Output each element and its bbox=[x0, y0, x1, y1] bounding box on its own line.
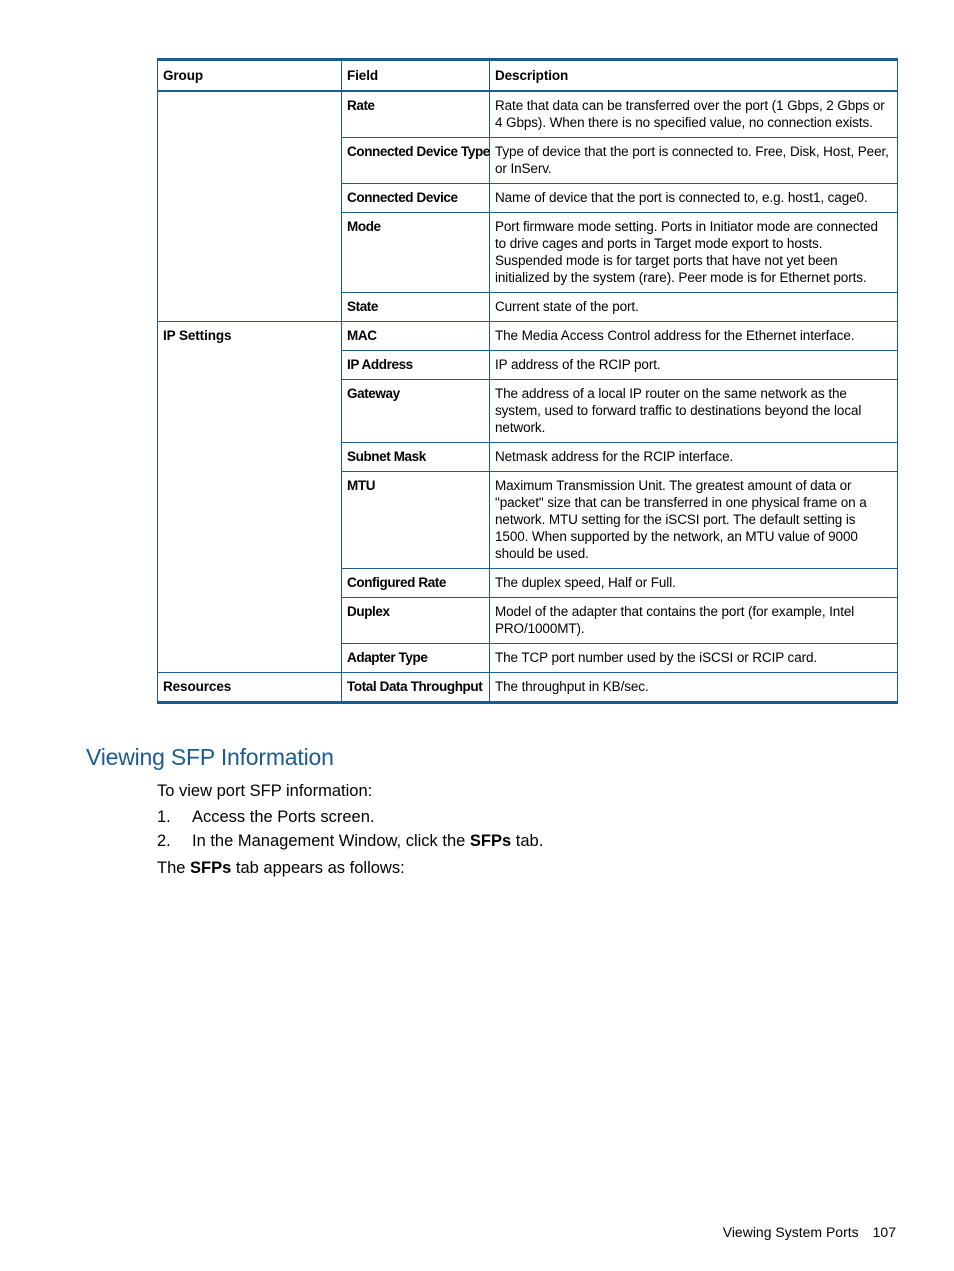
step-item bbox=[157, 807, 375, 827]
description-cell: The TCP port number used by the iSCSI or RCIP card. bbox=[490, 644, 898, 673]
field-cell: Total Data Throughput bbox=[342, 673, 490, 703]
step-item bbox=[157, 831, 543, 851]
step-number: 1. bbox=[157, 808, 171, 826]
field-cell: Subnet Mask bbox=[342, 443, 490, 472]
field-cell: Duplex bbox=[342, 598, 490, 644]
field-cell: Connected Device Type bbox=[342, 138, 490, 184]
section-heading: Viewing SFP Information bbox=[86, 744, 334, 770]
description-cell: Netmask address for the RCIP interface. bbox=[490, 443, 898, 472]
field-cell: IP Address bbox=[342, 351, 490, 380]
field-cell: Mode bbox=[342, 213, 490, 293]
field-cell: Connected Device bbox=[342, 184, 490, 213]
description-cell: Name of device that the port is connected to, e.g. host1, cage0. bbox=[490, 184, 898, 213]
step-text-post: tab. bbox=[511, 832, 544, 850]
group-cell-ip-settings: IP Settings bbox=[158, 322, 342, 673]
description-cell: IP address of the RCIP port. bbox=[490, 351, 898, 380]
header-group: Group bbox=[158, 60, 342, 92]
description-cell: The address of a local IP router on the same network as the system, used to forward traffic to destinations beyond the local network. bbox=[490, 380, 898, 443]
page-number: 107 bbox=[872, 1224, 896, 1240]
description-cell: Port firmware mode setting. Ports in Initiator mode are connected to drive cages and ports in Target mode export to hosts. Suspended mode is for target ports that have not yet been initialized by the system (rare). Peer mode is for Ethernet ports. bbox=[490, 213, 898, 293]
description-cell: Model of the adapter that contains the port (for example, Intel PRO/1000MT). bbox=[490, 598, 898, 644]
closing-text-post: tab appears as follows: bbox=[231, 859, 405, 877]
closing-paragraph bbox=[157, 858, 405, 878]
description-cell: The Media Access Control address for the Ethernet interface. bbox=[490, 322, 898, 351]
field-cell: Adapter Type bbox=[342, 644, 490, 673]
field-cell: Gateway bbox=[342, 380, 490, 443]
closing-text-pre: The bbox=[157, 859, 191, 877]
table-header-row bbox=[158, 60, 898, 92]
field-cell: MAC bbox=[342, 322, 490, 351]
group-cell-blank bbox=[158, 91, 342, 322]
step-text: Access the Ports screen. bbox=[192, 808, 375, 826]
field-cell: State bbox=[342, 293, 490, 322]
table-row bbox=[158, 673, 898, 703]
port-fields-table bbox=[157, 58, 898, 704]
description-cell: Type of device that the port is connected to. Free, Disk, Host, Peer, or InServ. bbox=[490, 138, 898, 184]
step-text-bold: SFPs bbox=[469, 832, 512, 850]
description-cell: Maximum Transmission Unit. The greatest amount of data or "packet" size that can be transferred in one physical frame on a network. MTU setting for the iSCSI port. The default setting is 1500. When supported by the network, an MTU value of 9000 should be used. bbox=[490, 472, 898, 569]
closing-text-bold: SFPs bbox=[190, 859, 232, 877]
step-number: 2. bbox=[157, 832, 171, 850]
group-cell-resources: Resources bbox=[158, 673, 342, 703]
field-cell: Configured Rate bbox=[342, 569, 490, 598]
header-description: Description bbox=[490, 60, 898, 92]
page-footer bbox=[723, 1223, 896, 1241]
footer-title: Viewing System Ports bbox=[722, 1224, 859, 1240]
table-row bbox=[158, 322, 898, 351]
table-row bbox=[158, 91, 898, 138]
field-cell: MTU bbox=[342, 472, 490, 569]
step-text-pre: In the Management Window, click the bbox=[192, 832, 470, 850]
intro-paragraph: To view port SFP information: bbox=[157, 782, 373, 800]
field-cell: Rate bbox=[342, 91, 490, 138]
description-cell: Rate that data can be transferred over the port (1 Gbps, 2 Gbps or 4 Gbps). When there is no specified value, no connection exists. bbox=[490, 91, 898, 138]
description-cell: Current state of the port. bbox=[490, 293, 898, 322]
description-cell: The throughput in KB/sec. bbox=[490, 673, 898, 703]
description-cell: The duplex speed, Half or Full. bbox=[490, 569, 898, 598]
header-field: Field bbox=[342, 60, 490, 92]
